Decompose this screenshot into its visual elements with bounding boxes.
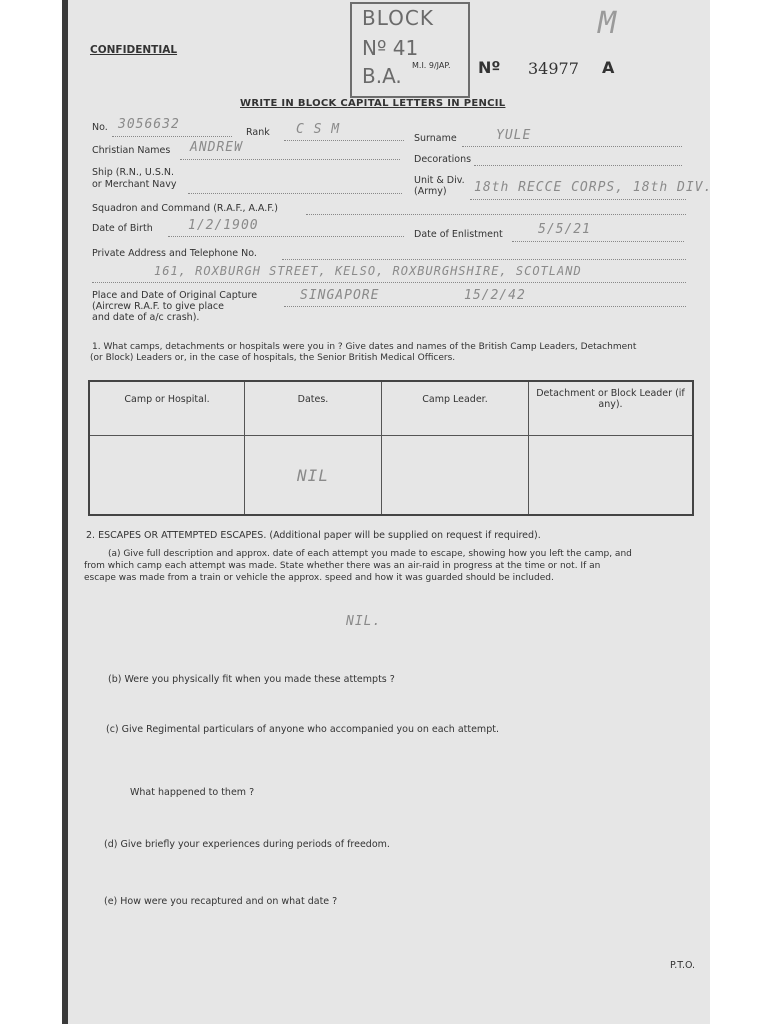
squadron-label: Squadron and Command (R.A.F., A.A.F.) [92, 203, 278, 214]
camps-table [88, 380, 694, 516]
surname-label: Surname [414, 133, 457, 144]
q2c-text: (c) Give Regimental particulars of anyone who accompanied you on each attempt. [106, 724, 499, 735]
table-cell [89, 436, 245, 516]
q2-heading: 2. ESCAPES OR ATTEMPTED ESCAPES. (Additional paper will be supplied on request if required). [86, 530, 541, 541]
capture-place-value: SINGAPORE [300, 288, 380, 303]
decorations-label: Decorations [414, 154, 472, 165]
form-number: 34977 [528, 59, 579, 78]
form-suffix: A [602, 58, 615, 77]
dob-label: Date of Birth [92, 223, 153, 234]
dob-value: 1/2/1900 [188, 218, 259, 233]
block-stamp [350, 2, 470, 98]
stamp-block-text: BLOCK [362, 6, 434, 30]
q2a-line3: escape was made from a train or vehicle the approx. speed and how it was guarded should be included. [84, 573, 554, 583]
christian-names-label: Christian Names [92, 145, 171, 156]
column-header-dates: Dates. [245, 381, 382, 436]
unit-label-1: Unit & Div. [414, 175, 465, 186]
surname-value: YULE [496, 128, 532, 143]
address-label: Private Address and Telephone No. [92, 248, 257, 259]
scan-edge-shadow [62, 0, 68, 1024]
q2c-followup-text: What happened to them ? [130, 787, 255, 798]
stamp-number-text: Nº 41 [362, 36, 419, 60]
q2a-answer: NIL. [346, 614, 382, 629]
q1-text-line1: 1. What camps, detachments or hospitals were you in ? Give dates and names of the British Camp Leaders, Detachment [92, 342, 637, 352]
number-label: No. [92, 122, 108, 133]
column-header-camp-leader: Camp Leader. [382, 381, 529, 436]
rank-label: Rank [246, 127, 270, 138]
capture-date-value: 15/2/42 [464, 288, 526, 303]
stamp-ba-text: B.A. [362, 64, 402, 88]
q1-answer: NIL [297, 465, 329, 485]
handwritten-initials: M [598, 6, 618, 41]
table-cell [245, 436, 382, 516]
table-header-row [89, 381, 693, 436]
mi-label: M.I. 9/JAP. [412, 61, 451, 70]
form-sheet [62, 0, 713, 1024]
rank-value: C S M [296, 122, 341, 137]
q2e-text: (e) How were you recaptured and on what date ? [104, 896, 338, 907]
no-symbol: Nº [478, 58, 501, 77]
pto-label: P.T.O. [670, 960, 696, 971]
enlistment-value: 5/5/21 [538, 222, 591, 237]
table-cell [382, 436, 529, 516]
enlistment-label: Date of Enlistment [414, 229, 503, 240]
ship-label-2: or Merchant Navy [92, 179, 177, 190]
christian-names-value: ANDREW [190, 140, 243, 155]
unit-value: 18th RECCE CORPS, 18th DIV. [474, 180, 713, 195]
table-row [89, 436, 693, 516]
capture-label-2: (Aircrew R.A.F. to give place [92, 301, 224, 312]
column-header-detachment-leader: Detachment or Block Leader (if any). [529, 381, 694, 436]
form-title: WRITE IN BLOCK CAPITAL LETTERS IN PENCIL [240, 98, 506, 109]
q1-text-line2: (or Block) Leaders or, in the case of hospitals, the Senior British Medical Officers. [90, 353, 456, 363]
column-header-camp: Camp or Hospital. [89, 381, 245, 436]
table-cell [529, 436, 694, 516]
ship-label-1: Ship (R.N., U.S.N. [92, 167, 175, 178]
unit-label-2: (Army) [414, 186, 447, 197]
confidential-label: CONFIDENTIAL [90, 44, 178, 56]
q2b-text: (b) Were you physically fit when you made these attempts ? [108, 674, 395, 685]
q2a-line1: (a) Give full description and approx. date of each attempt you made to escape, showing how you left the camp, and [108, 549, 632, 559]
number-value: 3056632 [118, 117, 180, 132]
capture-label-1: Place and Date of Original Capture [92, 290, 258, 301]
capture-label-3: and date of a/c crash). [92, 312, 200, 323]
address-value: 161, ROXBURGH STREET, KELSO, ROXBURGHSHIRE, SCOTLAND [154, 264, 582, 278]
q2a-line2: from which camp each attempt was made. State whether there was an air-raid in progress at the time or not. If an [84, 561, 601, 571]
q2d-text: (d) Give briefly your experiences during periods of freedom. [104, 839, 390, 850]
